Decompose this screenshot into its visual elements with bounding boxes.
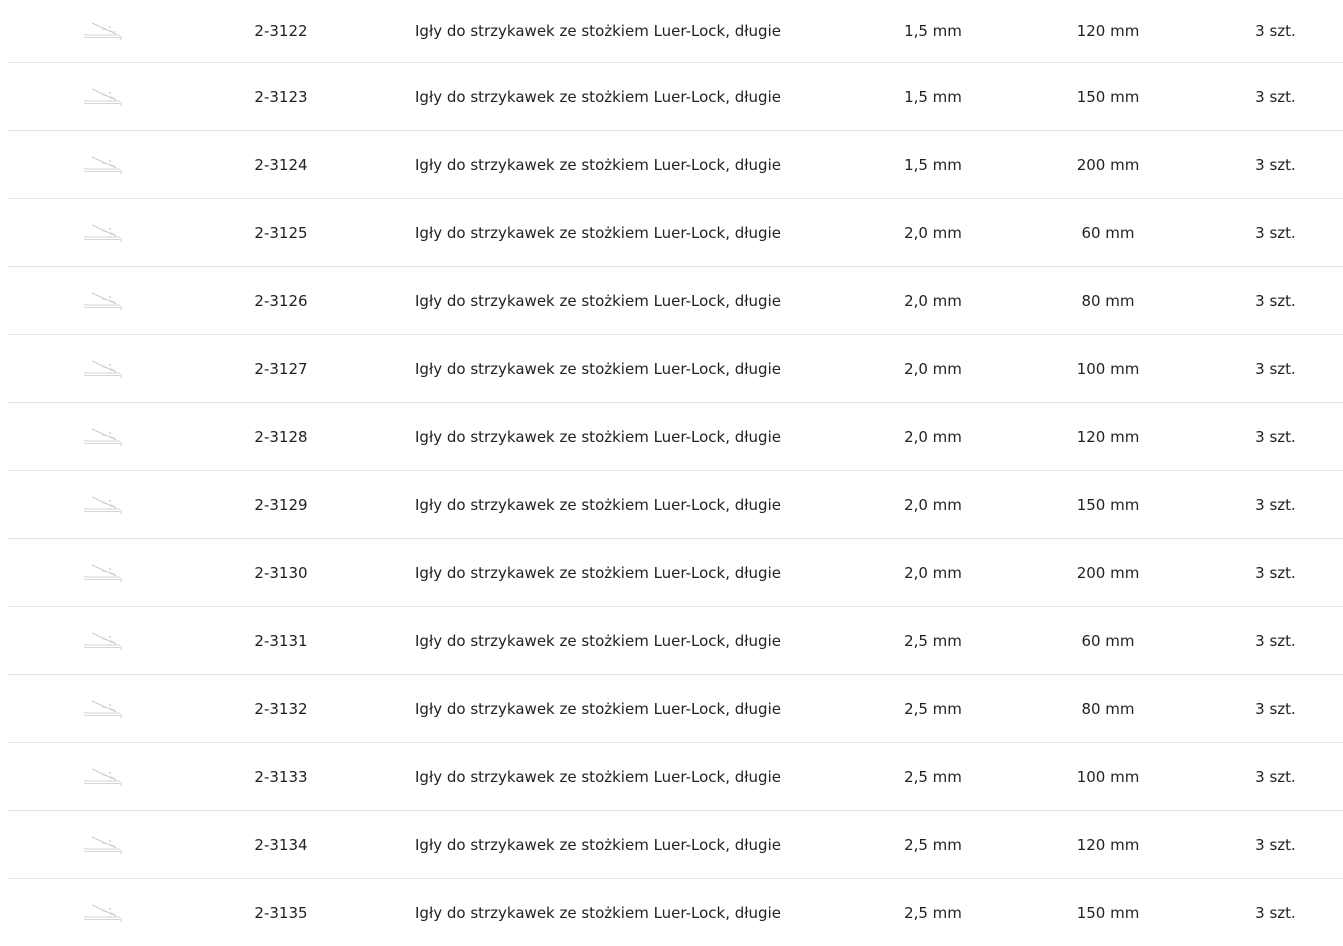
table-row[interactable] — [8, 675, 1343, 743]
product-code: 2-3132 — [254, 699, 308, 718]
needle-icon[interactable] — [82, 767, 126, 787]
needle-icon[interactable] — [82, 835, 126, 855]
product-code: 2-3128 — [254, 427, 308, 446]
needle-icon[interactable] — [82, 291, 126, 311]
product-code: 2-3125 — [254, 223, 308, 242]
needle-length: 100 mm — [1076, 767, 1140, 786]
needle-length: 120 mm — [1076, 835, 1140, 854]
needle-diameter: 1,5 mm — [904, 87, 962, 106]
needle-length: 200 mm — [1076, 563, 1140, 582]
needle-diameter: 2,0 mm — [904, 359, 962, 378]
package-quantity: 3 szt. — [1255, 427, 1296, 446]
table-row[interactable] — [8, 539, 1343, 607]
needle-diameter: 1,5 mm — [904, 22, 962, 40]
package-quantity: 3 szt. — [1255, 155, 1296, 174]
product-code: 2-3133 — [254, 767, 308, 786]
product-name[interactable]: Igły do strzykawek ze stożkiem Luer-Lock, długie — [415, 291, 781, 310]
needle-icon[interactable] — [82, 631, 126, 651]
needle-diameter: 2,0 mm — [904, 223, 962, 242]
table-row[interactable] — [8, 335, 1343, 403]
needle-icon[interactable] — [82, 699, 126, 719]
needle-diameter: 2,5 mm — [904, 699, 962, 718]
needle-icon[interactable] — [82, 21, 126, 41]
product-code: 2-3126 — [254, 291, 308, 310]
needle-length: 60 mm — [1081, 631, 1135, 650]
product-code: 2-3124 — [254, 155, 308, 174]
product-name[interactable]: Igły do strzykawek ze stożkiem Luer-Lock, długie — [415, 563, 781, 582]
product-code: 2-3131 — [254, 631, 308, 650]
product-code: 2-3130 — [254, 563, 308, 582]
product-name[interactable]: Igły do strzykawek ze stożkiem Luer-Lock, długie — [415, 631, 781, 650]
package-quantity: 3 szt. — [1255, 22, 1296, 40]
product-name[interactable]: Igły do strzykawek ze stożkiem Luer-Lock, długie — [415, 835, 781, 854]
needle-length: 120 mm — [1076, 427, 1140, 446]
product-code: 2-3135 — [254, 903, 308, 922]
needle-length: 150 mm — [1076, 87, 1140, 106]
table-row[interactable] — [8, 403, 1343, 471]
needle-length: 100 mm — [1076, 359, 1140, 378]
needle-diameter: 2,5 mm — [904, 835, 962, 854]
needle-diameter: 2,5 mm — [904, 903, 962, 922]
product-code: 2-3123 — [254, 87, 308, 106]
needle-length: 60 mm — [1081, 223, 1135, 242]
table-row[interactable] — [8, 63, 1343, 131]
package-quantity: 3 szt. — [1255, 87, 1296, 106]
package-quantity: 3 szt. — [1255, 563, 1296, 582]
product-name[interactable]: Igły do strzykawek ze stożkiem Luer-Lock, długie — [415, 359, 781, 378]
needle-length: 150 mm — [1076, 495, 1140, 514]
needle-icon[interactable] — [82, 223, 126, 243]
package-quantity: 3 szt. — [1255, 631, 1296, 650]
product-code: 2-3122 — [254, 22, 308, 40]
product-code: 2-3134 — [254, 835, 308, 854]
needle-length: 200 mm — [1076, 155, 1140, 174]
package-quantity: 3 szt. — [1255, 223, 1296, 242]
product-name[interactable]: Igły do strzykawek ze stożkiem Luer-Lock, długie — [415, 223, 781, 242]
needle-diameter: 1,5 mm — [904, 155, 962, 174]
table-row[interactable] — [8, 0, 1343, 63]
package-quantity: 3 szt. — [1255, 291, 1296, 310]
needle-length: 80 mm — [1081, 699, 1135, 718]
needle-diameter: 2,0 mm — [904, 427, 962, 446]
package-quantity: 3 szt. — [1255, 495, 1296, 514]
needle-icon[interactable] — [82, 87, 126, 107]
table-row[interactable] — [8, 811, 1343, 879]
package-quantity: 3 szt. — [1255, 903, 1296, 922]
needle-length: 80 mm — [1081, 291, 1135, 310]
product-code: 2-3127 — [254, 359, 308, 378]
table-row[interactable] — [8, 267, 1343, 335]
table-row[interactable] — [8, 743, 1343, 811]
product-code: 2-3129 — [254, 495, 308, 514]
table-row[interactable] — [8, 199, 1343, 267]
table-row[interactable] — [8, 607, 1343, 675]
package-quantity: 3 szt. — [1255, 699, 1296, 718]
needle-icon[interactable] — [82, 155, 126, 175]
needle-diameter: 2,5 mm — [904, 767, 962, 786]
product-table — [8, 0, 1343, 946]
table-row[interactable] — [8, 879, 1343, 946]
needle-icon[interactable] — [82, 563, 126, 583]
needle-diameter: 2,0 mm — [904, 291, 962, 310]
needle-icon[interactable] — [82, 495, 126, 515]
needle-length: 120 mm — [1076, 22, 1140, 40]
package-quantity: 3 szt. — [1255, 835, 1296, 854]
needle-diameter: 2,5 mm — [904, 631, 962, 650]
package-quantity: 3 szt. — [1255, 359, 1296, 378]
package-quantity: 3 szt. — [1255, 767, 1296, 786]
needle-icon[interactable] — [82, 359, 126, 379]
product-name[interactable]: Igły do strzykawek ze stożkiem Luer-Lock, długie — [415, 87, 781, 106]
product-name[interactable]: Igły do strzykawek ze stożkiem Luer-Lock, długie — [415, 495, 781, 514]
needle-icon[interactable] — [82, 903, 126, 923]
product-name[interactable]: Igły do strzykawek ze stożkiem Luer-Lock, długie — [415, 699, 781, 718]
product-name[interactable]: Igły do strzykawek ze stożkiem Luer-Lock, długie — [415, 903, 781, 922]
product-name[interactable]: Igły do strzykawek ze stożkiem Luer-Lock, długie — [415, 427, 781, 446]
table-row[interactable] — [8, 131, 1343, 199]
needle-icon[interactable] — [82, 427, 126, 447]
product-name[interactable]: Igły do strzykawek ze stożkiem Luer-Lock, długie — [415, 155, 781, 174]
table-row[interactable] — [8, 471, 1343, 539]
product-name[interactable]: Igły do strzykawek ze stożkiem Luer-Lock, długie — [415, 767, 781, 786]
needle-diameter: 2,0 mm — [904, 563, 962, 582]
needle-length: 150 mm — [1076, 903, 1140, 922]
product-name[interactable]: Igły do strzykawek ze stożkiem Luer-Lock, długie — [415, 22, 781, 40]
needle-diameter: 2,0 mm — [904, 495, 962, 514]
